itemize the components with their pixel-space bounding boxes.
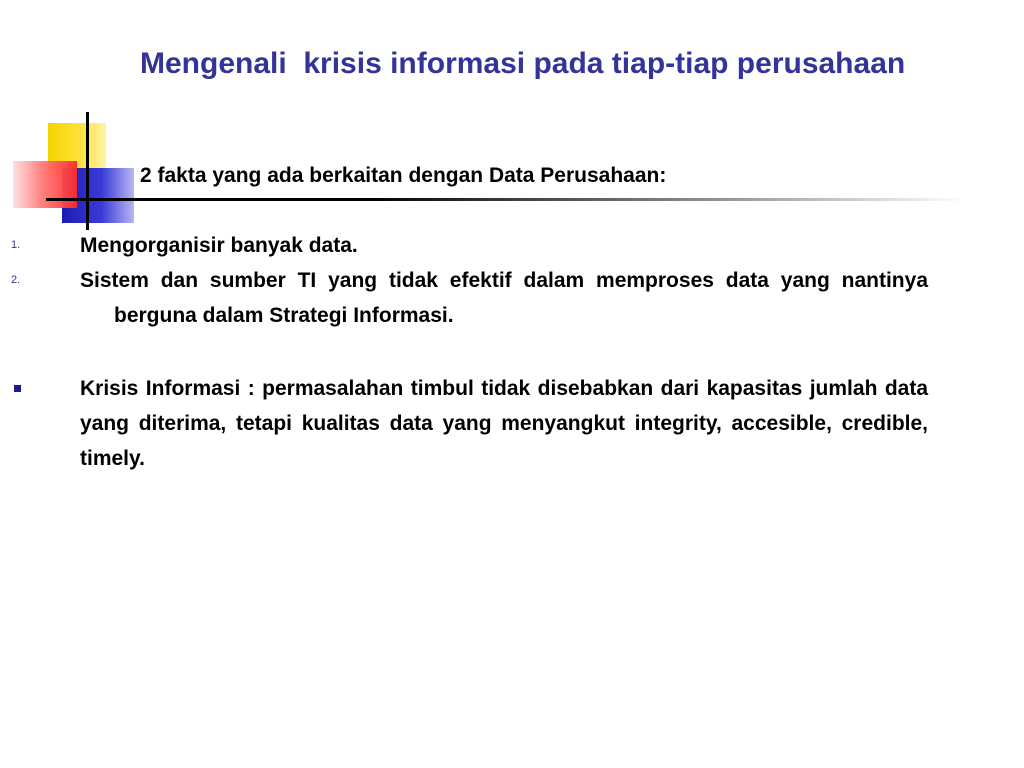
numbered-item-2 <box>11 263 928 333</box>
square-bullet-icon <box>14 385 21 392</box>
spacer <box>0 333 1024 371</box>
corner-ornament <box>0 0 140 240</box>
bullet-item <box>80 371 928 476</box>
list-item-text-1: Mengorganisir banyak data. <box>80 234 358 257</box>
numbered-item-1 <box>11 228 928 263</box>
list-number-1: 1. <box>11 239 21 251</box>
slide-subtitle: 2 fakta yang ada berkaitan dengan Data Perusahaan: <box>140 164 667 187</box>
list-item-text-2: Sistem dan sumber TI yang tidak efektif dalam memproses data yang nantinya berguna dalam Strategi Informasi. <box>80 269 928 327</box>
slide-title: Mengenali krisis informasi pada tiap-tiap perusahaan <box>140 47 906 80</box>
ornament-vertical-line <box>86 112 89 230</box>
title-divider-line <box>46 198 966 201</box>
slide-body <box>0 228 1024 476</box>
bullet-item-text: Krisis Informasi : permasalahan timbul tidak disebabkan dari kapasitas jumlah data yang diterima, tetapi kualitas data yang menyangkut integrity, accesible, credible, timely. <box>80 377 928 470</box>
list-number-2: 2. <box>11 274 21 286</box>
